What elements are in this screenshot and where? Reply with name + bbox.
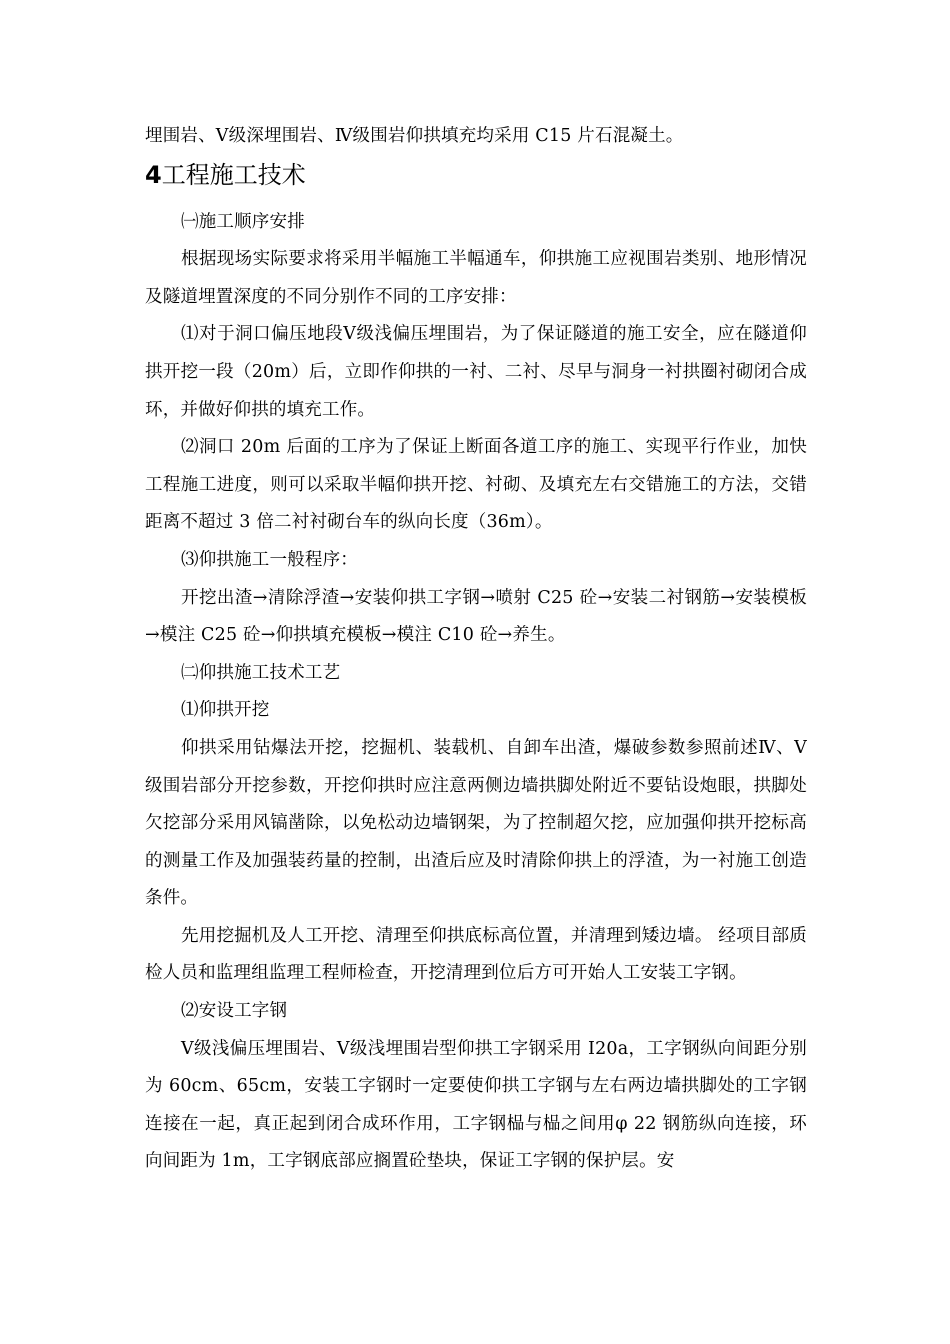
intro-fragment: 埋围岩、Ⅴ级深埋围岩、Ⅳ级围岩仰拱填充均采用 C15 片石混凝土。 — [145, 126, 684, 146]
paragraph-procedure-flow: 开挖出渣→清除浮渣→安装仰拱工字钢→喷射 C25 砼→安装二衬钢筋→安装模板→模注 C25 砼→仰拱填充模板→模注 C10 砼→养生。 — [145, 587, 807, 646]
subsection-title-technique: ㈡仰拱施工技术工艺 — [181, 662, 341, 683]
section-heading — [145, 156, 807, 194]
paragraph-excavation-cleanup: 先用挖掘机及人工开挖、清理至仰拱底标高位置，并清理到矮边墙。 经项目部质检人员和监理组监理工程师检查，开挖清理到位后方可开始人工安装工字钢。 — [145, 925, 807, 984]
section-number: 4 — [145, 160, 162, 189]
paragraph-item-3-title: ⑶仰拱施工一般程序： — [181, 549, 358, 570]
paragraph-item-1: ⑴对于洞口偏压地段Ⅴ级浅偏压埋围岩，为了保证隧道的施工安全，应在隧道仰拱开挖一段（20m）后，立即作仰拱的一衬、二衬、尽早与洞身一衬拱圈衬砌闭合成环，并做好仰拱的填充工作。 — [145, 324, 807, 420]
section-title: 工程施工技术 — [161, 160, 306, 189]
paragraph-item-2: ⑵洞口 20m 后面的工序为了保证上断面各道工序的施工、实现平行作业，加快工程施工进度，则可以采取半幅仰拱开挖、衬砌、及填充左右交错施工的方法，交错距离不超过 3 倍二衬衬砌台车的纵向长度（36m）。 — [145, 437, 807, 533]
subsection-title-construction-order: ㈠施工顺序安排 — [181, 211, 305, 232]
item-title-excavation: ⑴仰拱开挖 — [181, 700, 270, 721]
document-body — [145, 118, 807, 1181]
paragraph-excavation-method: 仰拱采用钻爆法开挖，挖掘机、装载机、自卸车出渣，爆破参数参照前述Ⅳ、Ⅴ级围岩部分开挖参数，开挖仰拱时应注意两侧边墙拱脚处附近不要钻设炮眼，拱脚处欠挖部分采用风镐凿除，以免松动边墙钢架，为了控制超欠挖，应加强仰拱开挖标高的测量工作及加强装药量的控制，出渣后应及时清除仰拱上的浮渣，为一衬施工创造条件。 — [145, 737, 807, 909]
paragraph-order-overview: 根据现场实际要求将采用半幅施工半幅通车，仰拱施工应视围岩类别、地形情况及隧道埋置深度的不同分别作不同的工序安排： — [145, 249, 807, 307]
paragraph-i-beam-install: Ⅴ级浅偏压埋围岩、Ⅴ级浅埋围岩型仰拱工字钢采用 I20a，工字钢纵向间距分别为 60cm、65cm，安装工字钢时一定要使仰拱工字钢与左右两边墙拱脚处的工字钢连接在一起，真正起到闭合成环作用，工字钢榀与榀之间用φ 22 钢筋纵向连接，环向间距为 1m，工字钢底部应搁置砼垫块，保证工字钢的保护层。安 — [145, 1038, 807, 1172]
item-title-i-beam: ⑵安设工字钢 — [181, 1001, 288, 1022]
